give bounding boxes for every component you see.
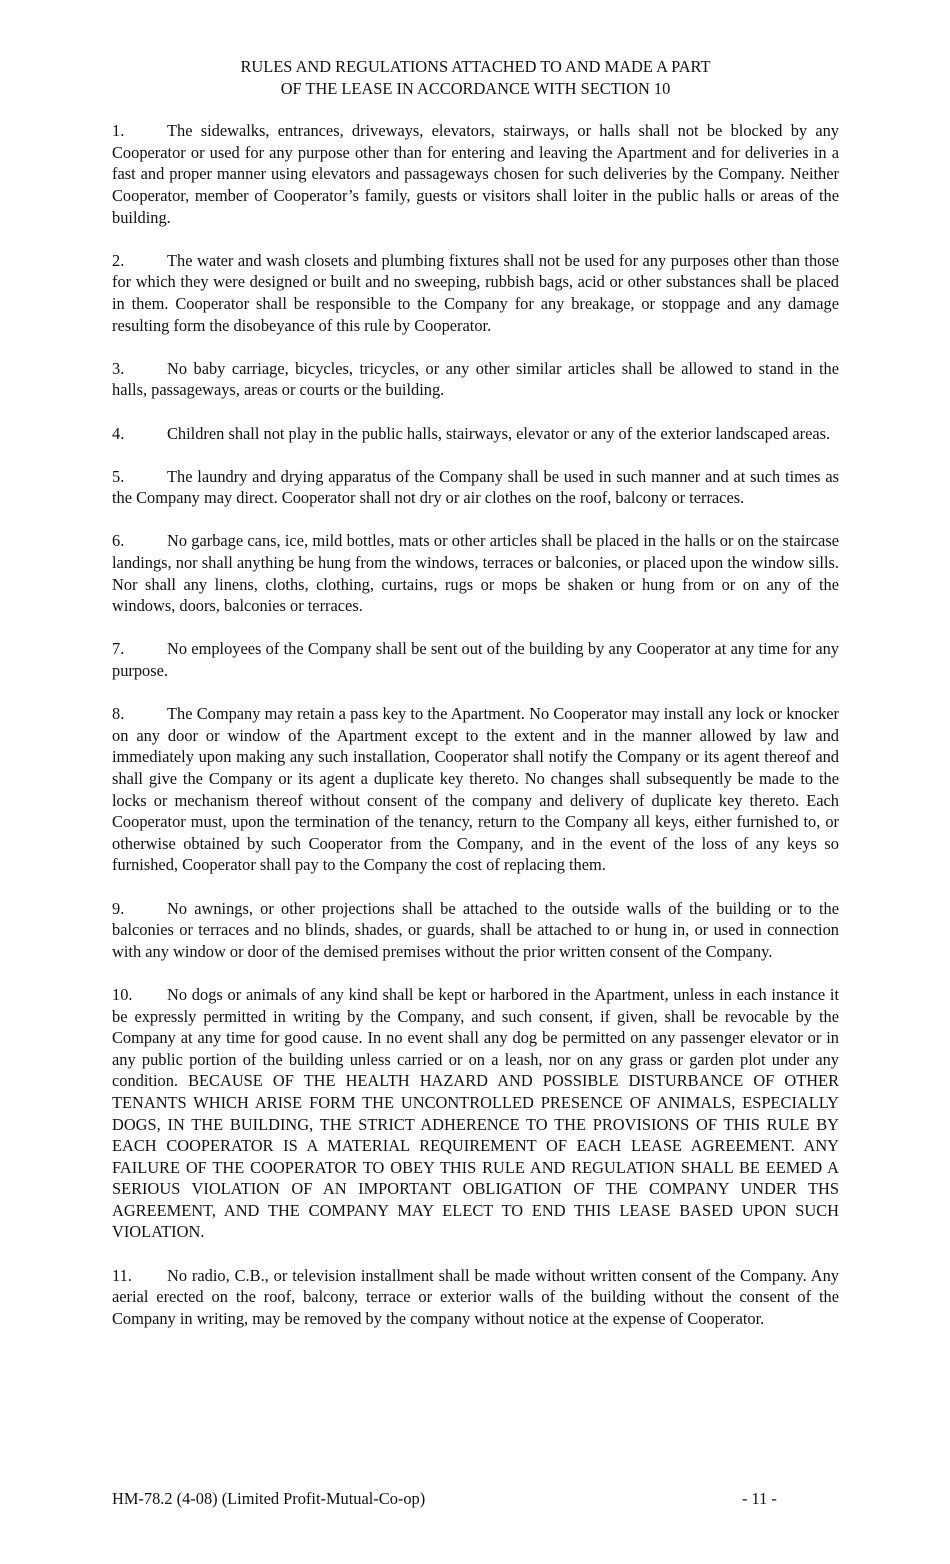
rule-number: 7. (112, 639, 125, 659)
rule-11 (112, 1265, 839, 1330)
rule-5 (112, 466, 839, 509)
rule-text: No radio, C.B., or television installment shall be made without written consent of the Company. Any aerial erected on the roof, balcony, terrace or exterior walls of the building without the consent of the Company in writing, may be removed by the company without notice at the expense of Cooperator. (112, 1265, 839, 1328)
document-page (112, 56, 839, 1351)
rule-text: The water and wash closets and plumbing fixtures shall not be used for any purposes other than those for which they were designed or built and no sweeping, rubbish bags, acid or other substances shall be placed in them. Cooperator shall be responsible to the Company for any breakage, or stoppage and any damage resulting form the disobeyance of this rule by Cooperator. (112, 250, 839, 335)
rule-number: 5. (112, 466, 125, 486)
rule-number: 10. (112, 984, 133, 1004)
rule-7 (112, 638, 839, 681)
rule-3 (112, 358, 839, 401)
rule-number: 9. (112, 898, 125, 918)
title-line-1: RULES AND REGULATIONS ATTACHED TO AND MADE A PART (240, 57, 711, 76)
rule-10 (112, 984, 839, 1243)
page-number: - 11 - (742, 1489, 777, 1508)
rule-number: 1. (112, 121, 125, 141)
document-title (112, 56, 839, 99)
rule-number: 8. (112, 704, 125, 724)
title-line-2: OF THE LEASE IN ACCORDANCE WITH SECTION 10 (280, 78, 671, 98)
form-identifier: HM-78.2 (4-08) (Limited Profit-Mutual-Co-op) (112, 1489, 426, 1508)
rule-text: No garbage cans, ice, mild bottles, mats or other articles shall be placed in the halls or on the staircase landings, nor shall anything be hung from the windows, terraces or balconies, or placed upon the window sills. Nor shall any linens, cloths, clothing, curtains, rugs or mops be shaken or hung from or on any of the windows, doors, balconies or terraces. (112, 531, 839, 616)
rule-text: No employees of the Company shall be sent out of the building by any Cooperator at any time for any purpose. (112, 639, 839, 681)
rule-text: No dogs or animals of any kind shall be kept or harbored in the Apartment, unless in each instance it be expressly permitted in writing by the Company, and such consent, if given, shall be revocable by the Company at any time for good cause. In no event shall any dog be permitted on any passenger elevator or in any public portion of the building unless carried or on a leash, nor on any grass or garden plot under any condition. BECAUSE OF THE HEALTH HAZARD AND POSSIBLE DISTURBANCE OF OTHER TENANTS WHICH ARISE FORM THE UNCONTROLLED PRESENCE OF ANIMALS, ESPECIALLY DOGS, IN THE BUILDING, THE STRICT ADHERENCE TO THE PROVISIONS OF THIS RULE BY EACH COOPERATOR IS A MATERIAL REQUIREMENT OF EACH LEASE AGREEMENT. ANY FAILURE OF THE COOPERATOR TO OBEY THIS RULE AND REGULATION SHALL BE EEMED A SERIOUS VIOLATION OF AN IMPORTANT OBLIGATION OF THE COMPANY UNDER THS AGREEMENT, AND THE COMPANY MAY ELECT TO END THIS LEASE BASED UPON SUCH VIOLATION. (112, 984, 839, 1242)
rule-number: 3. (112, 358, 125, 378)
rule-1 (112, 120, 839, 228)
rule-text: Children shall not play in the public halls, stairways, elevator or any of the exterior landscaped areas. (167, 423, 831, 443)
rule-text: No baby carriage, bicycles, tricycles, or any other similar articles shall be allowed to stand in the halls, passageways, areas or courts or the building. (112, 358, 839, 400)
rule-8 (112, 703, 839, 876)
rule-6 (112, 530, 839, 616)
rule-number: 6. (112, 531, 125, 551)
rule-number: 2. (112, 250, 125, 270)
rule-text: The laundry and drying apparatus of the Company shall be used in such manner and at such times as the Company may direct. Cooperator shall not dry or air clothes on the roof, balcony or terraces. (112, 466, 839, 508)
rule-text: No awnings, or other projections shall be attached to the outside walls of the building or to the balconies or terraces and no blinds, shades, or guards, shall be attached to or hung in, or used in connection with any window or door of the demised premises without the prior written consent of the Company. (112, 898, 839, 961)
rule-number: 11. (112, 1265, 132, 1285)
rule-4 (112, 423, 839, 445)
rule-text: The Company may retain a pass key to the Apartment. No Cooperator may install any lock or knocker on any door or window of the Apartment except to the extent and in the manner allowed by law and immediately upon making any such installation, Cooperator shall notify the Company or its agent thereof and shall give the Company or its agent a duplicate key thereto. No changes shall subsequently be made to the locks or mechanism thereof without consent of the company and delivery of duplicate key thereto. Each Cooperator must, upon the termination of the tenancy, return to the Company all keys, either furnished to, or otherwise obtained by such Cooperator from the Company, and in the event of the loss of any keys so furnished, Cooperator shall pay to the Company the cost of replacing them. (112, 704, 839, 875)
rule-9 (112, 898, 839, 963)
rule-text: The sidewalks, entrances, driveways, elevators, stairways, or halls shall not be blocked by any Cooperator or used for any purpose other than for entering and leaving the Apartment and for deliveries in a fast and proper manner using elevators and passageways chosen for such deliveries by the Company. Neither Cooperator, member of Cooperator’s family, guests or visitors shall loiter in the public halls or areas of the building. (112, 121, 839, 227)
rule-number: 4. (112, 423, 125, 443)
rule-2 (112, 250, 839, 336)
